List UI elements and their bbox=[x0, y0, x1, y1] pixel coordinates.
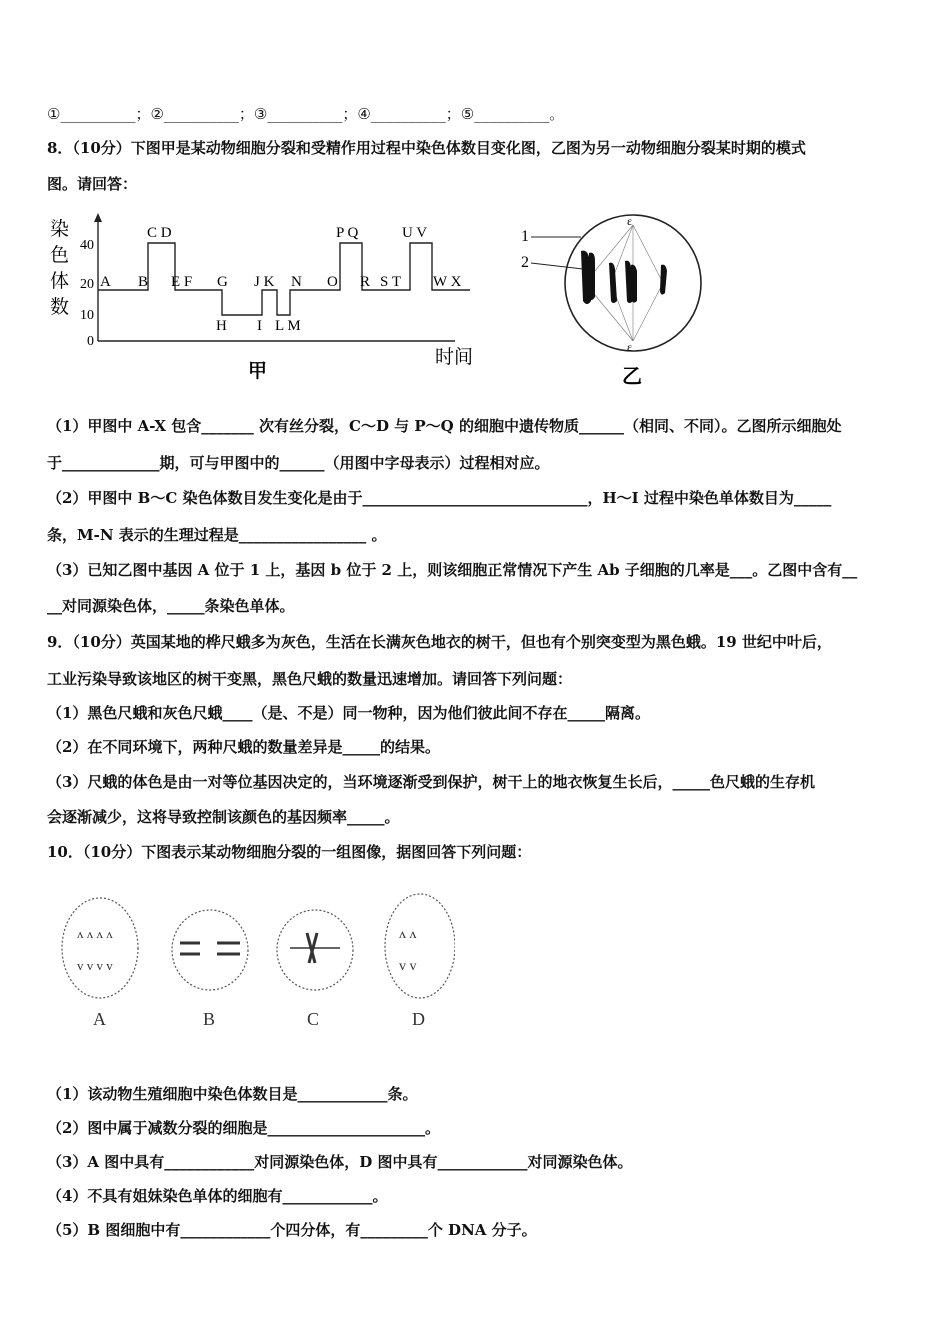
svg-text:H: H bbox=[216, 318, 227, 334]
cell-c-chromosomes bbox=[290, 933, 340, 963]
svg-text:G: G bbox=[217, 274, 228, 290]
svg-text:E F: E F bbox=[171, 274, 193, 290]
cell-label-c: C bbox=[307, 1009, 320, 1029]
cell-d-outline bbox=[385, 894, 455, 998]
q10-part1: （1）该动物生殖细胞中染色体数目是____________条。 bbox=[47, 1085, 418, 1103]
q10-stem: 10．（10分）下图表示某动物细胞分裂的一组图像，据图回答下列问题： bbox=[47, 843, 532, 861]
cell-a-outline bbox=[62, 898, 138, 998]
chromosome-count-line bbox=[98, 243, 470, 315]
figure-cell-division-images bbox=[55, 888, 455, 1038]
y-axis-arrow bbox=[94, 213, 102, 222]
svg-text:L M: L M bbox=[275, 318, 301, 334]
tick-40: 40 bbox=[80, 238, 94, 253]
label-2: 2 bbox=[521, 254, 529, 271]
centrosome-bottom: ε bbox=[627, 340, 633, 354]
cell-c-outline bbox=[277, 910, 353, 990]
svg-text:R: R bbox=[360, 274, 371, 290]
x-axis-label: 时间 bbox=[435, 347, 474, 368]
svg-text:W X: W X bbox=[433, 274, 462, 290]
q9-part3-line1: （3）尺蛾的体色是由一对等位基因决定的，当环境逐渐受到保护，树干上的地衣恢复生长后，_____色尺蛾的生存机 bbox=[47, 773, 815, 791]
svg-text:O: O bbox=[327, 274, 338, 290]
svg-text:N: N bbox=[291, 274, 302, 290]
cell-label-a: A bbox=[93, 1009, 106, 1029]
y-axis-label bbox=[50, 218, 69, 318]
cell-labels bbox=[93, 1009, 425, 1029]
q10-part2: （2）图中属于减数分裂的细胞是_____________________。 bbox=[47, 1119, 440, 1137]
y-ticks bbox=[80, 238, 94, 349]
figure-jia-chromosome-chart bbox=[40, 205, 500, 390]
svg-text:B: B bbox=[138, 274, 149, 290]
svg-text:S T: S T bbox=[380, 274, 401, 290]
svg-text:J K: J K bbox=[254, 274, 275, 290]
svg-text:C D: C D bbox=[147, 225, 172, 241]
spindle-fibers bbox=[585, 225, 663, 341]
cell-a-chromosomes bbox=[77, 926, 113, 973]
q8-stem-line1: 8．（10分）下图甲是某动物细胞分裂和受精作用过程中染色体数目变化图，乙图为另一动物细胞分裂某时期的模式 bbox=[47, 139, 806, 157]
svg-text:A: A bbox=[100, 274, 111, 290]
svg-text:I: I bbox=[257, 318, 262, 334]
cell-label-b: B bbox=[203, 1009, 216, 1029]
q8-stem-line2: 图。请回答： bbox=[47, 175, 138, 193]
svg-text:v v: v v bbox=[399, 959, 417, 974]
q9-stem-line1: 9．（10分）英国某地的桦尺蛾多为灰色，生活在长满灰色地衣的树干，但也有个别突变型为黑色蛾。19 世纪中叶后， bbox=[47, 633, 832, 651]
q8-part2-line1: （2）甲图中 B～C 染色体数目发生变化是由于______________________________，H～I 过程中染色单体数目为_____ bbox=[47, 489, 832, 507]
cell-b-chromosomes bbox=[180, 943, 240, 954]
q9-part2: （2）在不同环境下，两种尺蛾的数量差异是_____的结果。 bbox=[47, 738, 440, 756]
tick-20: 20 bbox=[80, 277, 94, 292]
figure-yi-caption: 乙 bbox=[622, 366, 642, 388]
cell-b-outline bbox=[172, 910, 248, 990]
centrosome-top: ε bbox=[627, 214, 633, 228]
q9-part1: （1）黑色尺蛾和灰色尺蛾____（是、不是）同一物种，因为他们彼此间不存在_____隔离。 bbox=[47, 704, 650, 722]
svg-text:体: 体 bbox=[50, 271, 70, 292]
label-2-pointer bbox=[531, 263, 583, 269]
q9-stem-line2: 工业污染导致该地区的树干变黑，黑色尺蛾的数量迅速增加。请回答下列问题： bbox=[47, 670, 573, 688]
q10-part4: （4）不具有姐妹染色单体的细胞有____________。 bbox=[47, 1187, 388, 1205]
q10-part5: （5）B 图细胞中有____________个四分体，有_________个 DNA 分子。 bbox=[47, 1221, 537, 1239]
svg-text:ʌ ʌ: ʌ ʌ bbox=[399, 927, 417, 942]
cell-d-chromosomes bbox=[399, 927, 417, 974]
tick-0: 0 bbox=[87, 334, 94, 349]
q8-part3-line1: （3）已知乙图中基因 A 位于 1 上，基因 b 位于 2 上，则该细胞正常情况下产生 Ab 子细胞的几率是___。乙图中含有__ bbox=[47, 561, 858, 579]
q8-part2-line2: 条，M-N 表示的生理过程是_________________ 。 bbox=[47, 526, 387, 544]
chromosomes bbox=[581, 251, 667, 304]
q9-part3-line2: 会逐渐减少，这将导致控制该颜色的基因频率_____。 bbox=[47, 808, 400, 826]
q8-part1-line1: （1）甲图中 A-X 包含_______ 次有丝分裂，C～D 与 P～Q 的细胞中遗传物质______（相同、不同）。乙图所示细胞处 bbox=[47, 417, 842, 435]
figure-jia-caption: 甲 bbox=[248, 361, 268, 382]
q8-part3-line2: __对同源染色体，_____条染色单体。 bbox=[47, 597, 295, 615]
cell-outlines bbox=[62, 894, 455, 998]
q7-answer-blanks: ①__________；②__________；③__________；④__________；⑤__________。 bbox=[47, 105, 565, 123]
label-1: 1 bbox=[521, 228, 529, 245]
svg-text:U V: U V bbox=[402, 225, 428, 241]
q8-part1-line2: 于_____________期，可与甲图中的______（用图中字母表示）过程相对应。 bbox=[47, 454, 550, 472]
tick-10: 10 bbox=[80, 308, 94, 323]
svg-text:数: 数 bbox=[50, 297, 70, 318]
phase-letters bbox=[100, 225, 462, 334]
q10-part3: （3）A 图中具有____________对同源染色体，D 图中具有____________对同源染色体。 bbox=[47, 1153, 633, 1171]
svg-text:P Q: P Q bbox=[336, 225, 359, 241]
svg-text:v v v v: v v v v bbox=[77, 958, 113, 973]
figure-yi-cell-diagram bbox=[515, 205, 715, 390]
svg-text:色: 色 bbox=[50, 245, 70, 266]
svg-text:ʌ ʌ ʌ ʌ: ʌ ʌ ʌ ʌ bbox=[77, 926, 113, 941]
cell-label-d: D bbox=[412, 1009, 425, 1029]
svg-text:染: 染 bbox=[50, 219, 70, 240]
